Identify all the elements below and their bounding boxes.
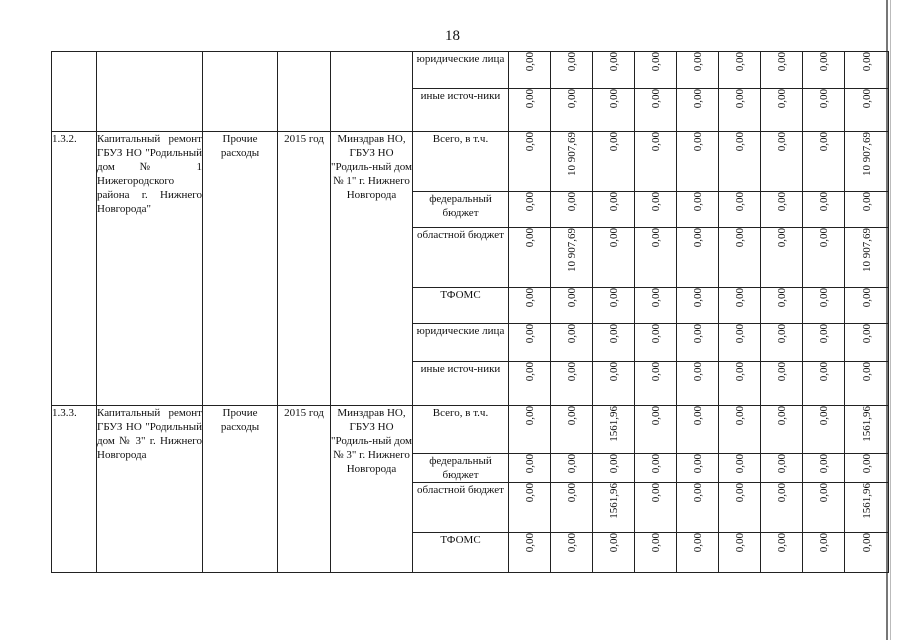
value-text: 0,00 xyxy=(733,324,746,344)
value-cell xyxy=(803,324,845,362)
value-text: 0,00 xyxy=(733,406,746,426)
source-cell: федеральный бюджет xyxy=(413,192,509,228)
value-cell xyxy=(761,533,803,573)
value-text: 0,00 xyxy=(817,324,830,344)
value-text: 0,00 xyxy=(523,533,536,553)
value-text: 0,00 xyxy=(860,288,873,308)
value-cell xyxy=(593,192,635,228)
value-cell xyxy=(719,362,761,406)
value-text: 0,00 xyxy=(733,52,746,72)
value-cell xyxy=(677,132,719,192)
value-cell xyxy=(593,454,635,483)
table-row xyxy=(52,132,889,192)
value-cell xyxy=(509,533,551,573)
value-text: 0,00 xyxy=(733,89,746,109)
value-text: 0,00 xyxy=(565,89,578,109)
value-cell xyxy=(593,89,635,132)
value-text: 0,00 xyxy=(565,192,578,212)
empty-cell xyxy=(278,52,331,132)
value-text: 0,00 xyxy=(523,483,536,503)
value-cell xyxy=(803,89,845,132)
value-text: 0,00 xyxy=(691,324,704,344)
value-text: 10 907,69 xyxy=(565,228,578,272)
value-cell xyxy=(761,228,803,288)
value-text: 0,00 xyxy=(649,288,662,308)
value-cell xyxy=(803,52,845,89)
value-cell xyxy=(635,362,677,406)
value-cell xyxy=(803,228,845,288)
value-cell xyxy=(551,52,593,89)
value-text: 0,00 xyxy=(691,89,704,109)
value-text: 0,00 xyxy=(523,132,536,152)
value-text: 0,00 xyxy=(523,228,536,248)
source-cell: юридические лица xyxy=(413,324,509,362)
value-cell xyxy=(509,288,551,324)
value-cell xyxy=(509,483,551,533)
value-text: 0,00 xyxy=(691,533,704,553)
value-text: 0,00 xyxy=(733,454,746,474)
value-cell xyxy=(803,483,845,533)
value-cell xyxy=(803,132,845,192)
value-text: 0,00 xyxy=(775,406,788,426)
value-cell xyxy=(845,228,889,288)
value-cell xyxy=(551,483,593,533)
page-number: 18 xyxy=(445,28,460,44)
value-cell xyxy=(845,89,889,132)
value-cell xyxy=(845,288,889,324)
value-cell xyxy=(677,406,719,454)
value-text: 0,00 xyxy=(817,89,830,109)
value-text: 0,00 xyxy=(649,228,662,248)
value-text: 0,00 xyxy=(817,533,830,553)
value-text: 0,00 xyxy=(565,52,578,72)
value-text: 0,00 xyxy=(733,362,746,382)
value-text: 0,00 xyxy=(775,324,788,344)
value-text: 0,00 xyxy=(607,228,620,248)
value-text: 0,00 xyxy=(565,362,578,382)
value-text: 0,00 xyxy=(860,454,873,474)
value-cell xyxy=(551,192,593,228)
value-text: 0,00 xyxy=(691,454,704,474)
value-text: 0,00 xyxy=(860,89,873,109)
value-cell xyxy=(677,362,719,406)
item-number-cell: 1.3.2. xyxy=(52,132,97,406)
value-text: 0,00 xyxy=(523,324,536,344)
value-text: 0,00 xyxy=(860,52,873,72)
page-edge-line-secondary xyxy=(890,0,891,640)
expense-type-cell: Прочие расходы xyxy=(203,132,278,406)
value-text: 0,00 xyxy=(649,454,662,474)
value-cell xyxy=(845,454,889,483)
value-text: 0,00 xyxy=(817,228,830,248)
value-text: 0,00 xyxy=(523,288,536,308)
value-cell xyxy=(761,288,803,324)
value-cell xyxy=(635,483,677,533)
empty-cell xyxy=(97,52,203,132)
item-name-cell: Капитальный ремонт ГБУЗ НО "Родильный дом № 1 Нижегородского района г. Нижнего Новгорода" xyxy=(97,132,203,406)
value-text: 0,00 xyxy=(733,192,746,212)
value-text: 0,00 xyxy=(565,324,578,344)
value-cell xyxy=(719,52,761,89)
value-cell xyxy=(593,288,635,324)
value-cell xyxy=(635,228,677,288)
value-cell xyxy=(551,132,593,192)
value-text: 0,00 xyxy=(523,362,536,382)
value-text: 0,00 xyxy=(649,132,662,152)
value-text: 0,00 xyxy=(860,324,873,344)
value-cell xyxy=(803,454,845,483)
value-cell xyxy=(551,454,593,483)
source-cell: иные источ-ники xyxy=(413,89,509,132)
value-cell xyxy=(551,362,593,406)
value-cell xyxy=(509,406,551,454)
value-cell xyxy=(593,52,635,89)
value-text: 0,00 xyxy=(649,362,662,382)
value-text: 0,00 xyxy=(817,132,830,152)
value-text: 0,00 xyxy=(691,362,704,382)
table-row xyxy=(52,52,889,89)
value-text: 0,00 xyxy=(817,362,830,382)
value-cell xyxy=(677,89,719,132)
value-text: 0,00 xyxy=(733,483,746,503)
value-cell xyxy=(845,192,889,228)
value-cell xyxy=(719,228,761,288)
value-text: 0,00 xyxy=(649,89,662,109)
value-cell xyxy=(719,132,761,192)
value-text: 0,00 xyxy=(775,454,788,474)
value-text: 0,00 xyxy=(733,132,746,152)
value-text: 0,00 xyxy=(649,52,662,72)
value-text: 0,00 xyxy=(649,406,662,426)
value-cell xyxy=(845,406,889,454)
value-text: 10 907,69 xyxy=(860,228,873,272)
value-text: 0,00 xyxy=(775,288,788,308)
value-cell xyxy=(635,52,677,89)
value-text: 0,00 xyxy=(607,52,620,72)
budget-table xyxy=(51,51,889,573)
value-text: 0,00 xyxy=(775,192,788,212)
source-cell: иные источ-ники xyxy=(413,362,509,406)
value-cell xyxy=(719,406,761,454)
value-cell xyxy=(677,454,719,483)
value-text: 1561,96 xyxy=(860,483,873,519)
value-cell xyxy=(593,324,635,362)
value-cell xyxy=(761,454,803,483)
source-cell: федеральный бюджет xyxy=(413,454,509,483)
value-cell xyxy=(551,533,593,573)
value-cell xyxy=(551,406,593,454)
value-cell xyxy=(677,483,719,533)
executor-cell: Минздрав НО, ГБУЗ НО "Родиль-ный дом № 1" г. Нижнего Новгорода xyxy=(331,132,413,406)
empty-cell xyxy=(203,52,278,132)
value-cell xyxy=(635,533,677,573)
value-cell xyxy=(509,324,551,362)
executor-cell: Минздрав НО, ГБУЗ НО "Родиль-ный дом № 3" г. Нижнего Новгорода xyxy=(331,406,413,573)
value-cell xyxy=(635,406,677,454)
value-cell xyxy=(803,288,845,324)
value-cell xyxy=(677,52,719,89)
value-text: 0,00 xyxy=(817,288,830,308)
value-cell xyxy=(845,362,889,406)
value-cell xyxy=(761,362,803,406)
value-cell xyxy=(677,228,719,288)
value-cell xyxy=(635,324,677,362)
value-text: 0,00 xyxy=(649,192,662,212)
value-text: 0,00 xyxy=(817,406,830,426)
value-text: 0,00 xyxy=(607,533,620,553)
value-text: 0,00 xyxy=(523,89,536,109)
expense-type-cell: Прочие расходы xyxy=(203,406,278,573)
value-cell xyxy=(509,454,551,483)
value-cell xyxy=(635,89,677,132)
value-cell xyxy=(719,192,761,228)
value-text: 0,00 xyxy=(649,533,662,553)
value-cell xyxy=(845,533,889,573)
value-cell xyxy=(719,324,761,362)
value-cell xyxy=(761,406,803,454)
value-text: 1561,96 xyxy=(607,406,620,442)
value-text: 0,00 xyxy=(775,52,788,72)
item-name-cell: Капитальный ремонт ГБУЗ НО "Родильный дом № 3" г. Нижнего Новгорода xyxy=(97,406,203,573)
value-text: 0,00 xyxy=(691,406,704,426)
value-text: 0,00 xyxy=(607,362,620,382)
value-cell xyxy=(635,288,677,324)
value-cell xyxy=(719,483,761,533)
value-text: 0,00 xyxy=(565,288,578,308)
value-text: 0,00 xyxy=(691,483,704,503)
value-cell xyxy=(593,483,635,533)
table-row xyxy=(52,406,889,454)
source-cell: Всего, в т.ч. xyxy=(413,406,509,454)
value-text: 0,00 xyxy=(565,483,578,503)
value-cell xyxy=(845,324,889,362)
value-text: 0,00 xyxy=(523,52,536,72)
value-cell xyxy=(719,454,761,483)
value-cell xyxy=(845,132,889,192)
source-cell: ТФОМС xyxy=(413,288,509,324)
value-cell xyxy=(761,52,803,89)
value-text: 0,00 xyxy=(691,132,704,152)
value-cell xyxy=(593,406,635,454)
value-cell xyxy=(845,52,889,89)
value-cell xyxy=(761,483,803,533)
value-cell xyxy=(635,132,677,192)
value-cell xyxy=(635,454,677,483)
value-text: 1561,96 xyxy=(607,483,620,519)
value-text: 0,00 xyxy=(565,454,578,474)
value-cell xyxy=(677,324,719,362)
item-number-cell: 1.3.3. xyxy=(52,406,97,573)
value-text: 0,00 xyxy=(691,288,704,308)
value-text: 1561,96 xyxy=(860,406,873,442)
value-cell xyxy=(635,192,677,228)
value-cell xyxy=(677,192,719,228)
value-text: 0,00 xyxy=(733,533,746,553)
value-cell xyxy=(551,288,593,324)
value-text: 0,00 xyxy=(649,324,662,344)
value-text: 0,00 xyxy=(565,533,578,553)
value-cell xyxy=(677,288,719,324)
value-cell xyxy=(509,89,551,132)
value-cell xyxy=(593,132,635,192)
value-text: 0,00 xyxy=(607,89,620,109)
value-cell xyxy=(551,89,593,132)
value-text: 0,00 xyxy=(817,454,830,474)
source-cell: областной бюджет xyxy=(413,228,509,288)
value-cell xyxy=(845,483,889,533)
source-cell: Всего, в т.ч. xyxy=(413,132,509,192)
value-text: 0,00 xyxy=(775,362,788,382)
value-text: 0,00 xyxy=(691,52,704,72)
value-cell xyxy=(677,533,719,573)
source-cell: ТФОМС xyxy=(413,533,509,573)
value-cell xyxy=(719,533,761,573)
period-cell: 2015 год xyxy=(278,406,331,573)
value-text: 0,00 xyxy=(733,228,746,248)
budget-table-body xyxy=(52,52,889,573)
source-cell: областной бюджет xyxy=(413,483,509,533)
value-text: 0,00 xyxy=(817,483,830,503)
value-cell xyxy=(509,228,551,288)
value-text: 0,00 xyxy=(860,362,873,382)
value-cell xyxy=(761,89,803,132)
value-text: 0,00 xyxy=(649,483,662,503)
value-cell xyxy=(761,192,803,228)
value-text: 0,00 xyxy=(775,132,788,152)
value-text: 0,00 xyxy=(775,228,788,248)
value-cell xyxy=(509,362,551,406)
value-text: 0,00 xyxy=(523,454,536,474)
value-text: 0,00 xyxy=(523,406,536,426)
value-cell xyxy=(593,362,635,406)
value-cell xyxy=(719,288,761,324)
value-text: 0,00 xyxy=(775,533,788,553)
value-text: 0,00 xyxy=(523,192,536,212)
value-text: 0,00 xyxy=(607,192,620,212)
value-text: 0,00 xyxy=(860,192,873,212)
value-cell xyxy=(593,228,635,288)
value-text: 10 907,69 xyxy=(565,132,578,176)
value-cell xyxy=(509,192,551,228)
source-cell: юридические лица xyxy=(413,52,509,89)
value-text: 0,00 xyxy=(775,483,788,503)
value-cell xyxy=(719,89,761,132)
value-cell xyxy=(551,324,593,362)
value-text: 0,00 xyxy=(691,228,704,248)
value-text: 0,00 xyxy=(607,288,620,308)
empty-cell xyxy=(331,52,413,132)
empty-cell xyxy=(52,52,97,132)
value-cell xyxy=(551,228,593,288)
value-cell xyxy=(761,324,803,362)
value-text: 0,00 xyxy=(733,288,746,308)
value-cell xyxy=(509,132,551,192)
value-text: 10 907,69 xyxy=(860,132,873,176)
value-text: 0,00 xyxy=(607,132,620,152)
value-text: 0,00 xyxy=(817,192,830,212)
value-cell xyxy=(803,362,845,406)
value-text: 0,00 xyxy=(775,89,788,109)
value-cell xyxy=(761,132,803,192)
period-cell: 2015 год xyxy=(278,132,331,406)
value-cell xyxy=(803,533,845,573)
value-text: 0,00 xyxy=(860,533,873,553)
value-text: 0,00 xyxy=(607,324,620,344)
value-text: 0,00 xyxy=(691,192,704,212)
value-cell xyxy=(803,192,845,228)
value-text: 0,00 xyxy=(817,52,830,72)
value-text: 0,00 xyxy=(607,454,620,474)
value-cell xyxy=(803,406,845,454)
value-cell xyxy=(509,52,551,89)
value-text: 0,00 xyxy=(565,406,578,426)
value-cell xyxy=(593,533,635,573)
